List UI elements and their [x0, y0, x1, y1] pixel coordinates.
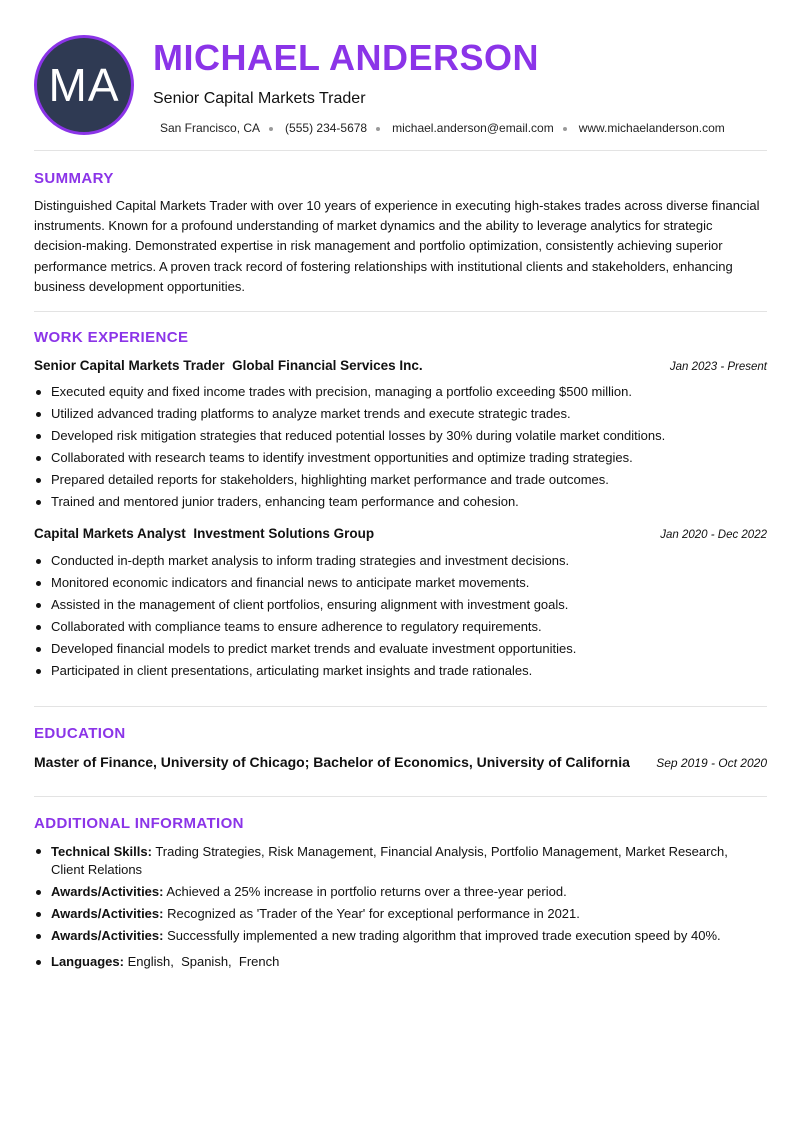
list-item: Trained and mentored junior traders, enhancing team performance and cohesion. — [34, 494, 767, 510]
info-label: Awards/Activities: — [51, 884, 164, 899]
avatar — [34, 35, 134, 135]
list-item: Prepared detailed reports for stakeholders, highlighting market performance and trade outcomes. — [34, 472, 767, 488]
job-company: Investment Solutions Group — [193, 526, 375, 541]
list-item — [34, 884, 767, 900]
candidate-title: Senior Capital Markets Trader — [153, 90, 366, 107]
separator-dot-icon — [563, 127, 567, 131]
list-item: Executed equity and fixed income trades with precision, managing a portfolio exceeding $500 million. — [34, 384, 767, 400]
job-role: Senior Capital Markets Trader — [34, 358, 225, 373]
education-degree: Master of Finance, University of Chicago; Bachelor of Economics, University of California — [34, 754, 630, 770]
separator-dot-icon — [269, 127, 273, 131]
list-item: Developed risk mitigation strategies that reduced potential losses by 30% during volatile market conditions. — [34, 428, 767, 444]
list-item: Assisted in the management of client portfolios, ensuring alignment with investment goals. — [34, 597, 767, 613]
avatar-initials: MA — [48, 59, 120, 111]
divider — [34, 796, 767, 797]
job-role: Capital Markets Analyst — [34, 526, 186, 541]
info-label: Technical Skills: — [51, 844, 152, 859]
additional-info-heading: ADDITIONAL INFORMATION — [34, 815, 244, 832]
contact-line — [160, 121, 725, 135]
list-item: Collaborated with compliance teams to ensure adherence to regulatory requirements. — [34, 619, 767, 635]
summary-heading: SUMMARY — [34, 170, 114, 187]
job-title — [34, 358, 423, 373]
list-item: Utilized advanced trading platforms to analyze market trends and execute strategic trades. — [34, 406, 767, 422]
list-item: Monitored economic indicators and financial news to anticipate market movements. — [34, 575, 767, 591]
list-item: Participated in client presentations, articulating market insights and trade rationales. — [34, 663, 767, 679]
info-text: Recognized as 'Trader of the Year' for exceptional performance in 2021. — [167, 906, 580, 921]
info-text: Trading Strategies, Risk Management, Financial Analysis, Portfolio Management, Market Research, Client Relations — [51, 844, 728, 877]
job-header — [34, 358, 767, 373]
education-date: Sep 2019 - Oct 2020 — [656, 756, 767, 770]
contact-location: San Francisco, CA — [160, 121, 261, 135]
list-item: Developed financial models to predict market trends and evaluate investment opportunities. — [34, 641, 767, 657]
info-label: Languages: — [51, 954, 124, 969]
contact-email[interactable]: michael.anderson@email.com — [392, 121, 554, 135]
education-entry — [34, 754, 767, 770]
job-date: Jan 2020 - Dec 2022 — [660, 529, 767, 541]
list-item — [34, 843, 767, 879]
work-experience-heading: WORK EXPERIENCE — [34, 329, 189, 346]
divider — [34, 150, 767, 151]
job-bullets — [34, 384, 767, 510]
job-header — [34, 526, 767, 541]
divider — [34, 706, 767, 707]
additional-info-list — [34, 843, 767, 970]
info-label: Awards/Activities: — [51, 928, 164, 943]
list-item — [34, 954, 767, 970]
job-company: Global Financial Services Inc. — [232, 358, 423, 373]
list-item — [34, 928, 767, 944]
contact-phone: (555) 234-5678 — [285, 121, 368, 135]
info-label: Awards/Activities: — [51, 906, 164, 921]
contact-website[interactable]: www.michaelanderson.com — [578, 121, 725, 135]
summary-text: Distinguished Capital Markets Trader with over 10 years of experience in executing high-stakes trades across diverse financial instruments. Known for a profound understanding of market dynamics and the ability to leverage analytics for strategic decision-making. Demonstrated expertise in risk management and portfolio optimization, consistently achieving superior performance metrics. A proven track record of fostering relationships with institutional clients and stakeholders, enhancing business development opportunities. — [34, 198, 760, 294]
job-title — [34, 526, 374, 541]
list-item: Conducted in-depth market analysis to inform trading strategies and investment decisions. — [34, 553, 767, 569]
divider — [34, 311, 767, 312]
job-bullets — [34, 553, 767, 679]
info-text: English, Spanish, French — [127, 954, 280, 969]
candidate-name: MICHAEL ANDERSON — [153, 37, 540, 78]
education-heading: EDUCATION — [34, 725, 126, 742]
info-text: Achieved a 25% increase in portfolio returns over a three-year period. — [166, 884, 567, 899]
info-text: Successfully implemented a new trading algorithm that improved trade execution speed by 40%. — [167, 928, 721, 943]
separator-dot-icon — [376, 127, 380, 131]
list-item — [34, 906, 767, 922]
list-item: Collaborated with research teams to identify investment opportunities and optimize trading strategies. — [34, 450, 767, 466]
job-date: Jan 2023 - Present — [669, 361, 767, 373]
